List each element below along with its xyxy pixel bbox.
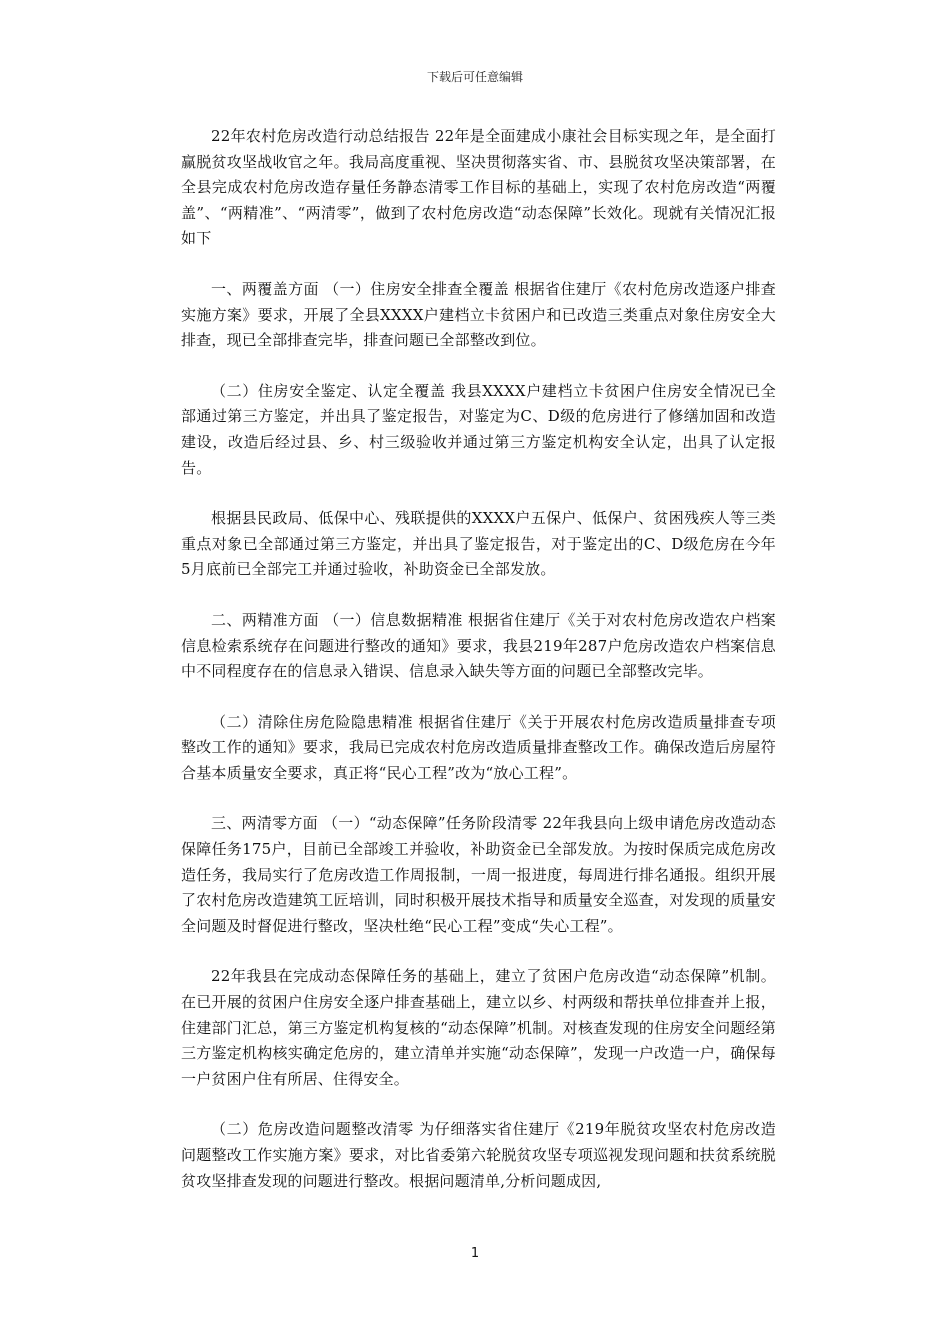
paragraph-clearing-issues: （二）危房改造问题整改清零 为仔细落实省住建厅《219年脱贫攻坚农村危房改造问题整改工作实施方案》要求，对比省委第六轮脱贫攻坚专项巡视发现问题和扶贫系统脱贫攻坚排查发现的问题进行整改。根据问题清单,分析问题成因,: [181, 1120, 776, 1190]
paragraph-clearing-dynamic: 三、两清零方面 （一）“动态保障”任务阶段清零 22年我县向上级申请危房改造动态保障任务175户，目前已全部竣工并验收，补助资金已全部发放。为按时保质完成危房改造任务，我局实行了危房改造工作周报制，一周一报进度，每周进行排名通报。组织开展了农村危房改造建筑工匠培训，同时积极开展技术指导和质量安全巡查，对发现的质量安全问题及时督促进行整改，坚决杜绝“民心工程”变成“失心工程”。: [181, 814, 776, 935]
paragraph-precision-data: 二、两精准方面 （一）信息数据精准 根据省住建厅《关于对农村危房改造农户档案信息检索系统存在问题进行整改的通知》要求，我县219年287户危房改造农户档案信息中不同程度存在的信息录入错误、信息录入缺失等方面的问题已全部整改完毕。: [181, 610, 776, 681]
paragraph-precision-hazard: （二）清除住房危险隐患精准 根据省住建厅《关于开展农村危房改造质量排查专项整改工作的通知》要求，我局已完成农村危房改造质量排查整改工作。确保改造后房屋符合基本质量安全要求，真正将“民心工程”改为“放心工程”。: [181, 712, 776, 782]
paragraph-intro: 22年农村危房改造行动总结报告 22年是全面建成小康社会目标实现之年，是全面打赢脱贫攻坚战收官之年。我局高度重视、坚决贯彻落实省、市、县脱贫攻坚决策部署，在全县完成农村危房改造存量任务静态清零工作目标的基础上，实现了农村危房改造“两覆盖”、“两精准”、“两清零”，做到了农村危房改造“动态保障”长效化。现就有关情况汇报如下: [181, 127, 776, 248]
paragraph-coverage-appraisal: （二）住房安全鉴定、认定全覆盖 我县XXXX户建档立卡贫困户住房安全情况已全部通过第三方鉴定，并出具了鉴定报告，对鉴定为C、D级的危房进行了修缮加固和改造建设，改造后经过县、乡、村三级验收并通过第三方鉴定机构安全认定，出具了认定报告。: [181, 381, 776, 477]
paragraph-key-groups: 根据县民政局、低保中心、残联提供的XXXX户五保户、低保户、贫困残疾人等三类重点对象已全部通过第三方鉴定，并出具了鉴定报告，对于鉴定出的C、D级危房在今年5月底前已全部完工并通过验收，补助资金已全部发放。: [181, 509, 776, 579]
page-number: 1: [470, 1246, 480, 1261]
paragraph-dynamic-mechanism: 22年我县在完成动态保障任务的基础上，建立了贫困户危房改造“动态保障”机制。在已开展的贫困户住房安全逐户排查基础上，建立以乡、村两级和帮扶单位排查并上报，住建部门汇总，第三方鉴定机构复核的“动态保障”机制。对核查发现的住房安全问题经第三方鉴定机构核实确定危房的，建立清单并实施“动态保障”，发现一户改造一户，确保每一户贫困户住有所居、住得安全。: [181, 967, 776, 1088]
page-header: 下载后可任意编辑: [426, 70, 523, 84]
paragraph-coverage-inspection: 一、两覆盖方面 （一）住房安全排查全覆盖 根据省住建厅《农村危房改造逐户排查实施方案》要求，开展了全县XXXX户建档立卡贫困户和已改造三类重点对象住房安全大排查，现已全部排查完毕，排查问题已全部整改到位。: [181, 279, 776, 350]
document-body: [181, 124, 776, 1219]
